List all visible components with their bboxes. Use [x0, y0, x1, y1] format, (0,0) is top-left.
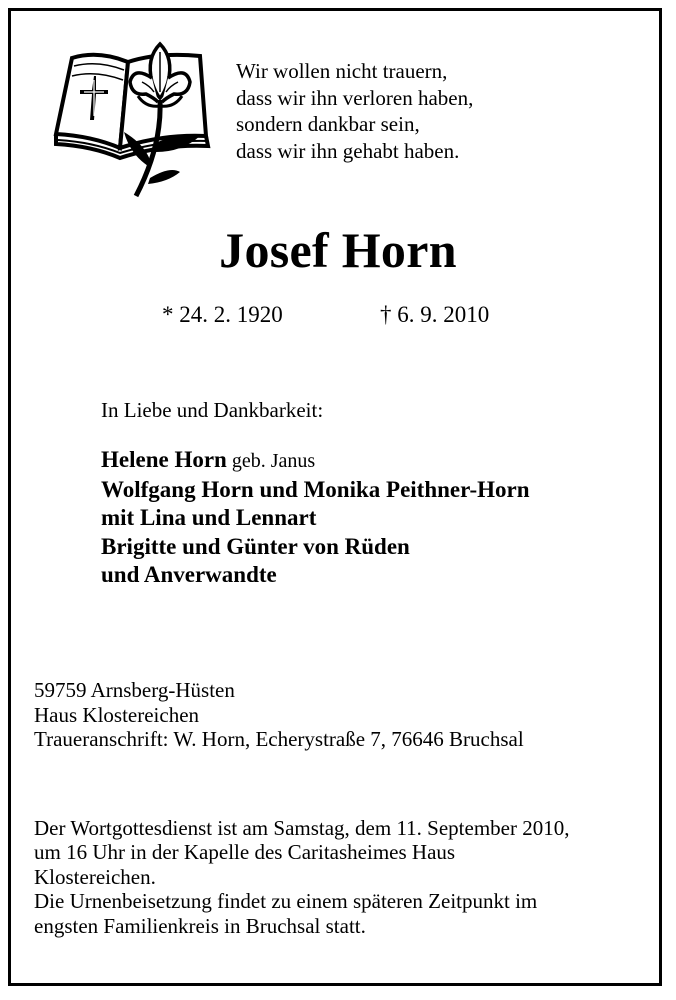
mourner-line: Wolfgang Horn und Monika Peithner-Horn — [101, 476, 530, 502]
birth-date: * 24. 2. 1920 — [162, 302, 283, 327]
mourner-line: und Anverwandte — [101, 562, 277, 588]
address-line: Haus Klostereichen — [34, 702, 200, 727]
mourner-line — [101, 446, 530, 476]
verse-line: Wir wollen nicht trauern, — [236, 59, 448, 83]
address-line: Traueranschrift: W. Horn, Echerystraße 7, 76646 Bruchsal — [34, 727, 524, 752]
service-line: um 16 Uhr in der Kapelle des Caritasheimes Haus — [34, 840, 456, 865]
mourners-intro: In Liebe und Dankbarkeit: — [101, 398, 324, 422]
address-block — [34, 678, 524, 752]
service-line: Die Urnenbeisetzung findet zu einem späteren Zeitpunkt im — [34, 889, 538, 914]
verse-line: dass wir ihn gehabt haben. — [236, 138, 460, 163]
mourner-line: Brigitte und Günter von Rüden — [101, 533, 410, 559]
service-line: Klostereichen. — [34, 864, 156, 889]
verse-block — [236, 58, 473, 164]
mourner-name: Helene Horn — [101, 447, 227, 472]
mourner-maiden-name: geb. Janus — [226, 450, 316, 472]
bible-and-lily-icon — [50, 36, 212, 202]
verse-line: sondern dankbar sein, — [236, 112, 420, 136]
death-date: † 6. 9. 2010 — [380, 302, 490, 327]
mourners-list — [101, 446, 530, 590]
deceased-name: Josef Horn — [219, 222, 457, 278]
mourner-line: mit Lina und Lennart — [101, 505, 317, 531]
service-line: Der Wortgottesdienst ist am Samstag, dem 11. September 2010, — [34, 816, 570, 840]
service-line: engsten Familienkreis in Bruchsal statt. — [34, 913, 366, 938]
service-notice — [34, 816, 569, 938]
address-line: 59759 Arnsberg-Hüsten — [34, 678, 235, 702]
verse-line: dass wir ihn verloren haben, — [236, 85, 474, 110]
